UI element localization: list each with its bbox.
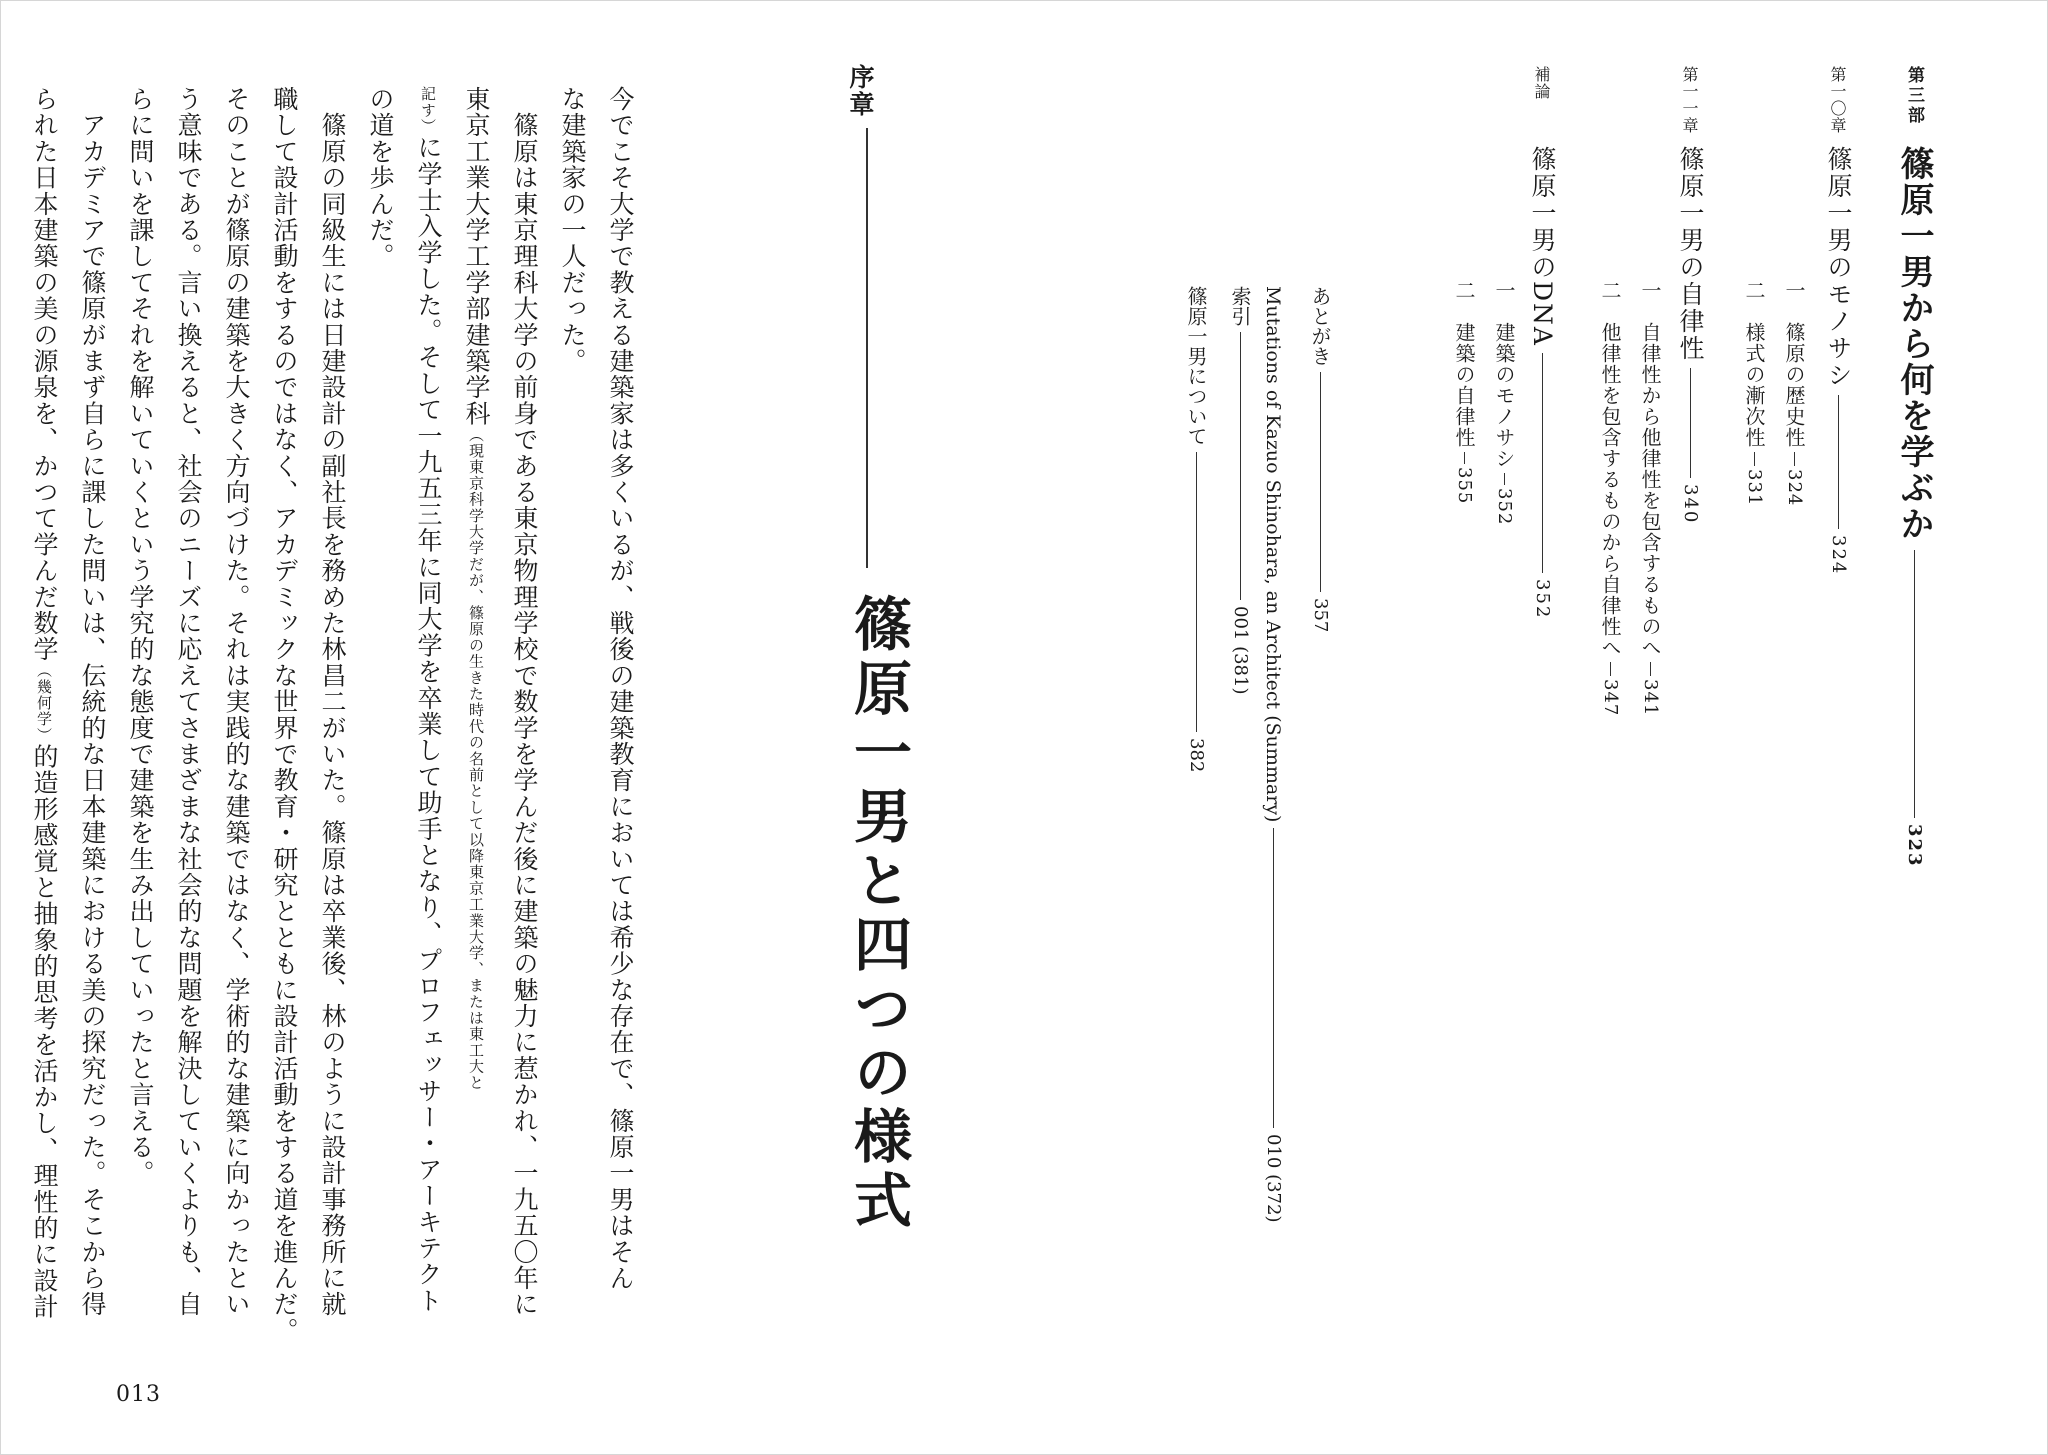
toc-leader [1650,662,1651,676]
toc-back-title: 索引 [1228,286,1252,326]
toc-page-number: 352 [1494,488,1515,526]
toc-chapter-title: 篠原一男のDNA [1528,146,1557,347]
toc-section-title: 様式の漸次性 [1742,322,1766,448]
toc-page-number: 357 [1310,598,1331,633]
toc-leader [1504,473,1505,485]
toc-leader [1794,452,1795,466]
chapter-label: 序章 [846,64,875,118]
body-note: （幾何学） [35,662,53,744]
toc-section-title: 建築の自律性 [1452,322,1476,448]
toc-page-number: 001 (381) [1230,606,1251,695]
toc-section-title: 篠原の歴史性 [1782,322,1806,448]
toc-section-entry [1596,322,1625,716]
toc-leader [1610,662,1611,676]
body-line: 今でこそ大学で教える建築家は多くいるが、戦後の建築教育においては希少な存在で、篠原一男はそん [606,86,635,1292]
toc-page-number: 323 [1904,824,1925,868]
toc-back-entry [1262,286,1284,1223]
toc-leader [1838,395,1839,529]
toc-section-number: 二 [1598,280,1622,300]
toc-section-entry [1490,322,1519,525]
toc-section-title: 自律性から他律性を包含するものへ [1638,322,1662,658]
toc-chapter-title: 篠原一男の自律性 [1676,146,1705,362]
body-line: な建築家の一人だった。 [558,86,587,375]
toc-leader [1240,332,1241,600]
toc-back-title: Mutations of Kazuo Shinohara, an Architect (Summary) [1262,286,1284,823]
toc-chapter-number: 第一〇章 [1828,66,1847,134]
body-line [452,86,500,1091]
toc-part-label: 第三部 [1904,66,1924,126]
body-line: アカデミアで篠原がまず自らに課した問いは、伝統的な日本建築における美の探究だった。そこから得 [78,86,107,1318]
toc-leader [1542,353,1543,573]
toc-section-title: 他律性を包含するものから自律性へ [1598,322,1622,658]
toc-back-entry [1182,286,1211,772]
toc-section-number: 二 [1452,280,1476,300]
toc-leader [1464,452,1465,464]
body-text: 東京工業大学工学部建築学科 [462,86,491,427]
body-line [20,86,68,1320]
toc-leader [1273,828,1274,1128]
toc-section-number: 一 [1782,280,1806,300]
body-text: られた日本建築の美の源泉を、かつて学んだ数学 [30,86,59,663]
toc-leader [1754,452,1755,466]
toc-section-entry [1780,322,1809,506]
toc-part-title: 篠原一男から何を学ぶか [1894,146,1934,542]
body-line: 篠原は東京理科大学の前身である東京物理学校で数学を学んだ後に建築の魅力に惹かれ、一九五〇年に [510,86,539,1318]
toc-back-entry [1306,286,1335,632]
toc-chapter-number: 補論 [1532,66,1551,100]
toc-leader [1914,550,1915,818]
toc-section-entry [1450,322,1479,504]
toc-section-number: 二 [1742,280,1766,300]
toc-back-title: あとがき [1308,286,1332,366]
body-text: に学士入学した。そして一九五三年に同大学を卒業して助手となり、プロフェッサー・アーキテクト [414,134,443,1314]
body-line: そのことが篠原の建築を大きく方向づけた。それは実践的な建築ではなく、学術的な建築に向かったとい [222,86,251,1318]
toc-page-number: 341 [1640,679,1661,717]
toc-chapter-entry [1820,146,1856,575]
toc-page-number: 010 (372) [1263,1134,1284,1223]
chapter-title: 篠原一男と四つの様式 [844,594,912,1234]
toc-section-entry [1636,322,1665,716]
page-number: 013 [116,1382,161,1407]
toc-page-number: 340 [1680,484,1701,525]
toc-section-number: 一 [1638,280,1662,300]
body-note: 記す） [419,86,437,135]
body-note: （現東京科学大学だが、篠原の生きた時代の名前として以降東京工業大学、または東工大と [467,426,485,1091]
toc-chapter-entry [1672,146,1708,524]
body-line [404,86,452,1314]
toc-leader [1320,372,1321,592]
toc-page-number: 382 [1186,738,1207,773]
toc-page-number: 324 [1784,469,1805,507]
toc-chapter-number: 第一一章 [1680,66,1699,134]
toc-page-number: 324 [1828,535,1849,576]
chapter-title-rule [866,128,868,568]
toc-page-number: 352 [1532,578,1553,620]
body-line: う意味である。言い換えると、社会のニーズに応えてさまざまな社会的な問題を解決していくよりも、自 [174,86,203,1318]
toc-section-entry [1740,322,1769,506]
toc-chapter-title: 篠原一男のモノサシ [1824,146,1853,389]
toc-section-title: 建築のモノサシ [1492,322,1516,469]
toc-part-entry [1890,146,1939,868]
body-line: の道を歩んだ。 [366,86,395,270]
toc-page-number: 347 [1600,679,1621,717]
toc-page-number: 331 [1744,469,1765,507]
body-line: 職して設計活動をするのではなく、アカデミックな世界で教育・研究とともに設計活動をする道を進んだ。 [270,86,299,1344]
toc-page-number: 355 [1454,467,1475,505]
toc-back-entry [1226,286,1255,694]
toc-back-title: 篠原一男について [1184,286,1208,446]
toc-section-number: 一 [1492,280,1516,300]
toc-leader [1690,368,1691,478]
toc-chapter-entry [1524,146,1560,619]
toc-leader [1196,452,1197,732]
body-text: 的造形感覚と抽象的思考を活かし、理性的に設計 [30,743,59,1320]
body-line: 篠原の同級生には日建設計の副社長を務めた林昌二がいた。篠原は卒業後、林のように設計事務所に就 [318,86,347,1318]
body-line: らに問いを課してそれを解いていくという学究的な態度で建築を生み出していったと言える。 [126,86,155,1187]
